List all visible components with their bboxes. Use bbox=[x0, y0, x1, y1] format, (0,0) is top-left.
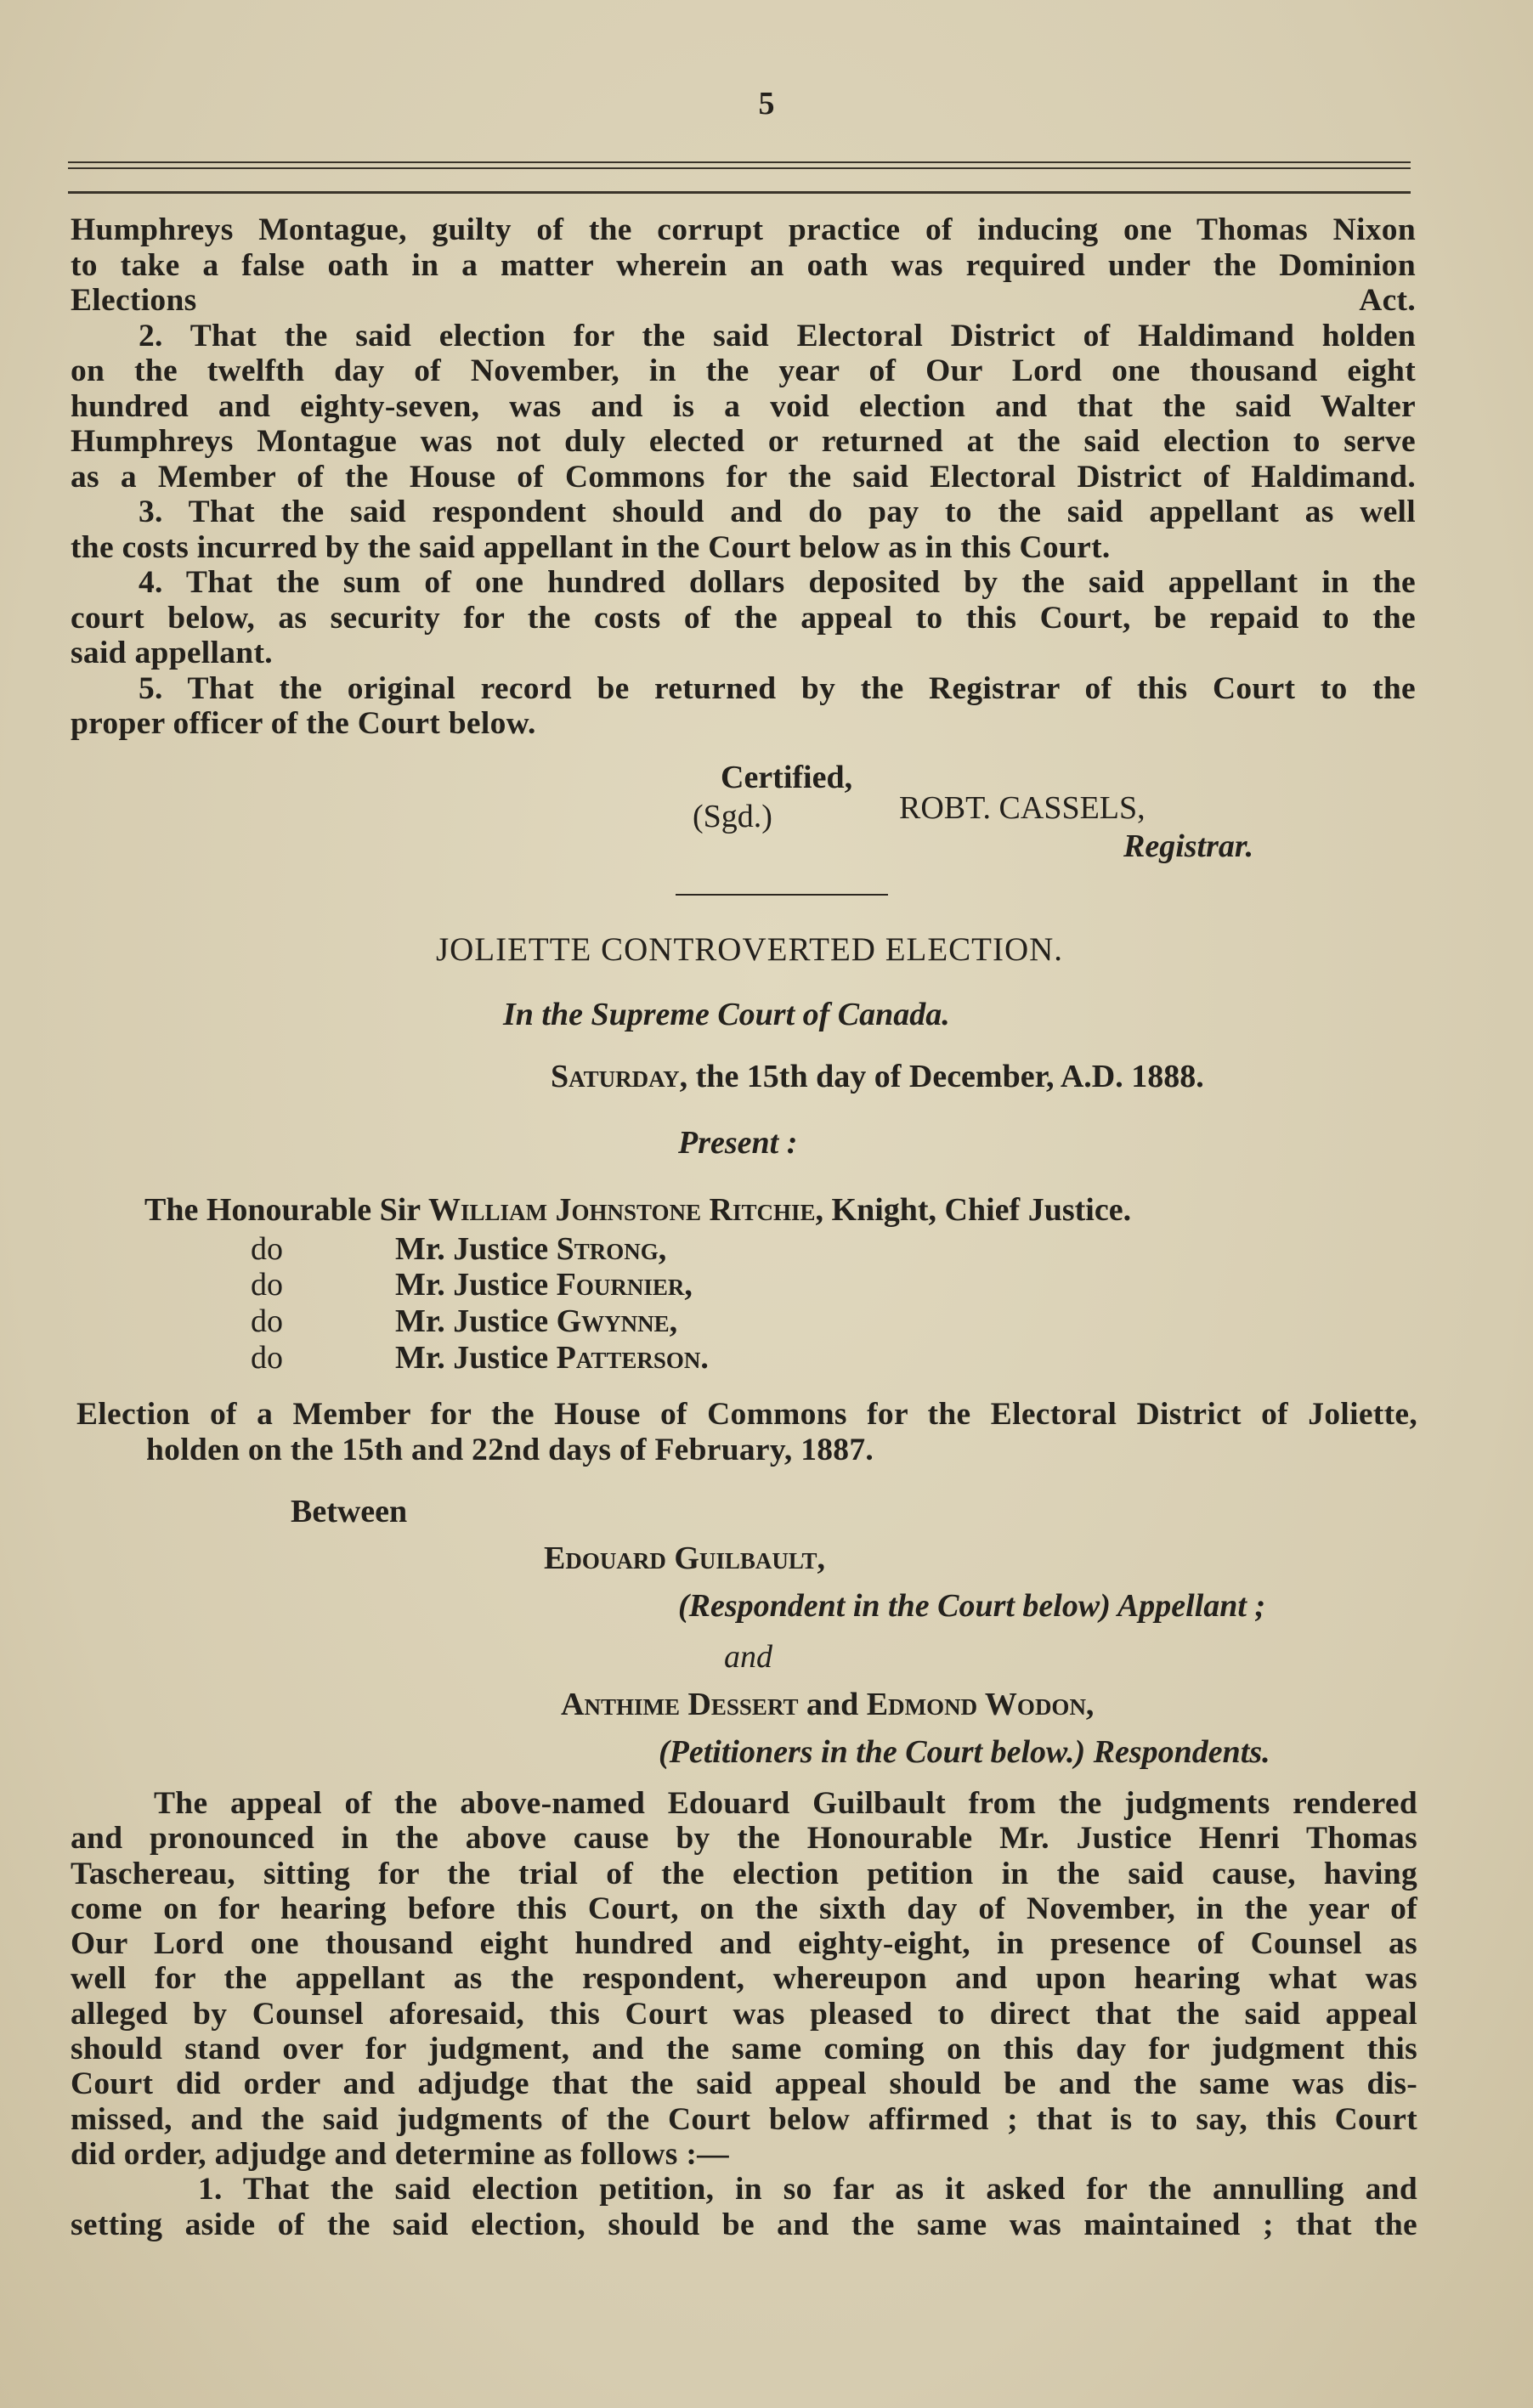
header-rule-bottom bbox=[68, 191, 1411, 194]
text-line: Our Lord one thousand eight hundred and eighty-eight, in presence of Counsel as bbox=[71, 1926, 1417, 1962]
justice-title bbox=[395, 1339, 709, 1376]
justice-title bbox=[395, 1303, 677, 1340]
appellant-description: (Respondent in the Court below) Appellant ; bbox=[678, 1588, 1266, 1624]
ditto-mark: do bbox=[251, 1231, 283, 1267]
appellant-name: Edouard Guilbault, bbox=[544, 1540, 825, 1576]
bench-chief-justice bbox=[144, 1191, 1131, 1229]
justice-title bbox=[395, 1230, 666, 1268]
signatory-title: Registrar. bbox=[1123, 828, 1254, 864]
justice-name: Gwynne, bbox=[556, 1303, 678, 1339]
text-line: well for the appellant as the respondent, whereupon and upon hearing what was bbox=[71, 1961, 1417, 1997]
court-name: In the Supreme Court of Canada. bbox=[503, 997, 950, 1032]
paragraph-continuation bbox=[71, 212, 1416, 319]
bench-chief-suffix: Knight, Chief Justice. bbox=[831, 1192, 1132, 1228]
header-rule bbox=[68, 161, 1411, 163]
date-line bbox=[551, 1058, 1204, 1095]
text-line: and pronounced in the above cause by the Honourable Mr. Justice Henri Thomas bbox=[71, 1821, 1417, 1857]
justice-prefix: Mr. Justice bbox=[395, 1340, 549, 1376]
justice-name: Patterson. bbox=[556, 1340, 709, 1376]
text-line: alleged by Counsel aforesaid, this Court was pleased to direct that the said appeal bbox=[71, 1996, 1417, 2032]
respondents-description: (Petitioners in the Court below.) Respondents. bbox=[659, 1734, 1270, 1770]
text-line: The appeal of the above-named Edouard Guilbault from the judgments rendered bbox=[154, 1786, 1417, 1821]
ditto-mark: do bbox=[251, 1303, 283, 1339]
paragraph-item-5 bbox=[71, 671, 1416, 742]
text-line: Elections Act. bbox=[71, 283, 1416, 318]
text-line: should stand over for judgment, and the same coming on this day for judgment this bbox=[71, 2032, 1417, 2067]
bench-row bbox=[251, 1303, 1015, 1340]
certified-label: Certified, bbox=[721, 760, 853, 795]
justice-prefix: Mr. Justice bbox=[395, 1303, 549, 1339]
appeal-paragraph bbox=[71, 1786, 1417, 2242]
justice-name: Fournier, bbox=[556, 1267, 693, 1303]
bench-row bbox=[251, 1230, 1015, 1268]
paragraph-item-2 bbox=[71, 319, 1416, 495]
page-number: 5 bbox=[758, 86, 775, 122]
bench-prefix: The Honourable Sir bbox=[144, 1192, 421, 1228]
text-line: as a Member of the House of Commons for the said Electoral District of Haldimand. bbox=[71, 459, 1416, 495]
justice-name: Strong, bbox=[556, 1231, 667, 1267]
text-line: setting aside of the said election, should be and the same was maintained ; that the bbox=[71, 2207, 1417, 2242]
justice-title bbox=[395, 1266, 693, 1303]
text-line: Humphreys Montague, guilty of the corrupt practice of inducing one Thomas Nixon bbox=[71, 212, 1416, 247]
text-line: 4. That the sum of one hundred dollars deposited by the said appellant in the bbox=[139, 565, 1416, 600]
text-line: missed, and the said judgments of the Court below affirmed ; that is to say, this Court bbox=[71, 2101, 1417, 2137]
text-line: did order, adjudge and determine as follows :— bbox=[71, 2136, 729, 2172]
text-line: to take a false oath in a matter wherein an oath was required under the Dominion bbox=[71, 247, 1416, 283]
signed-label: (Sgd.) bbox=[693, 799, 772, 834]
header-rule-secondary bbox=[68, 167, 1411, 169]
respondent-name-2: Edmond Wodon, bbox=[866, 1687, 1095, 1722]
justice-prefix: Mr. Justice bbox=[395, 1231, 549, 1267]
signatory-name: ROBT. CASSELS, bbox=[899, 790, 1146, 826]
section-divider bbox=[676, 894, 888, 896]
between-label: Between bbox=[291, 1494, 408, 1529]
text-line: 1. That the said election petition, in so far as it asked for the annulling and bbox=[198, 2172, 1417, 2207]
bench-row bbox=[251, 1266, 1015, 1303]
bench-row bbox=[251, 1339, 1015, 1376]
judgment-continuation bbox=[71, 212, 1416, 742]
text-line: Taschereau, sitting for the trial of the election petition in the said cause, having bbox=[71, 1856, 1417, 1891]
text-line: Court did order and adjudge that the said appeal should be and the same was dis- bbox=[71, 2066, 1417, 2102]
date-day: Saturday, bbox=[551, 1059, 688, 1094]
ditto-mark: do bbox=[251, 1267, 283, 1303]
text-line: Humphreys Montague was not duly elected or returned at the said election to serve bbox=[71, 424, 1416, 459]
text-line: court below, as security for the costs of the appeal to this Court, be repaid to the bbox=[71, 600, 1416, 636]
and-label: and bbox=[724, 1639, 772, 1675]
paragraph-item-4 bbox=[71, 565, 1416, 671]
text-line: come on for hearing before this Court, on the sixth day of November, in the year of bbox=[71, 1891, 1417, 1926]
text-line: 5. That the original record be returned by the Registrar of this Court to the bbox=[139, 670, 1416, 706]
case-title: JOLIETTE CONTROVERTED ELECTION. bbox=[435, 931, 1064, 968]
text-line: holden on the 15th and 22nd days of February, 1887. bbox=[146, 1432, 874, 1467]
ditto-mark: do bbox=[251, 1340, 283, 1376]
paragraph-item-3 bbox=[71, 495, 1416, 565]
text-line: proper officer of the Court below. bbox=[71, 706, 536, 741]
text-line: 3. That the said respondent should and do pay to the said appellant as well bbox=[139, 495, 1416, 529]
election-description bbox=[76, 1397, 1417, 1467]
date-rest: the 15th day of December, A.D. 1888. bbox=[695, 1059, 1204, 1094]
text-line: Election of a Member for the House of Commons for the Electoral District of Joliette, bbox=[76, 1397, 1417, 1432]
present-label: Present : bbox=[678, 1125, 798, 1161]
text-line: the costs incurred by the said appellant in the Court below as in this Court. bbox=[71, 529, 1111, 565]
respondents-and: and bbox=[806, 1687, 859, 1722]
respondent-name-1: Anthime Dessert bbox=[561, 1687, 799, 1722]
text-line: on the twelfth day of November, in the year of Our Lord one thousand eight bbox=[71, 353, 1416, 388]
text-line: said appellant. bbox=[71, 636, 273, 670]
justice-prefix: Mr. Justice bbox=[395, 1267, 549, 1303]
text-line: 2. That the said election for the said Electoral District of Haldimand holden bbox=[139, 318, 1416, 353]
bench-chief-name: William Johnstone Ritchie, bbox=[427, 1192, 824, 1228]
text-line: hundred and eighty-seven, was and is a void election and that the said Walter bbox=[71, 388, 1416, 424]
respondents-names bbox=[561, 1686, 1094, 1723]
